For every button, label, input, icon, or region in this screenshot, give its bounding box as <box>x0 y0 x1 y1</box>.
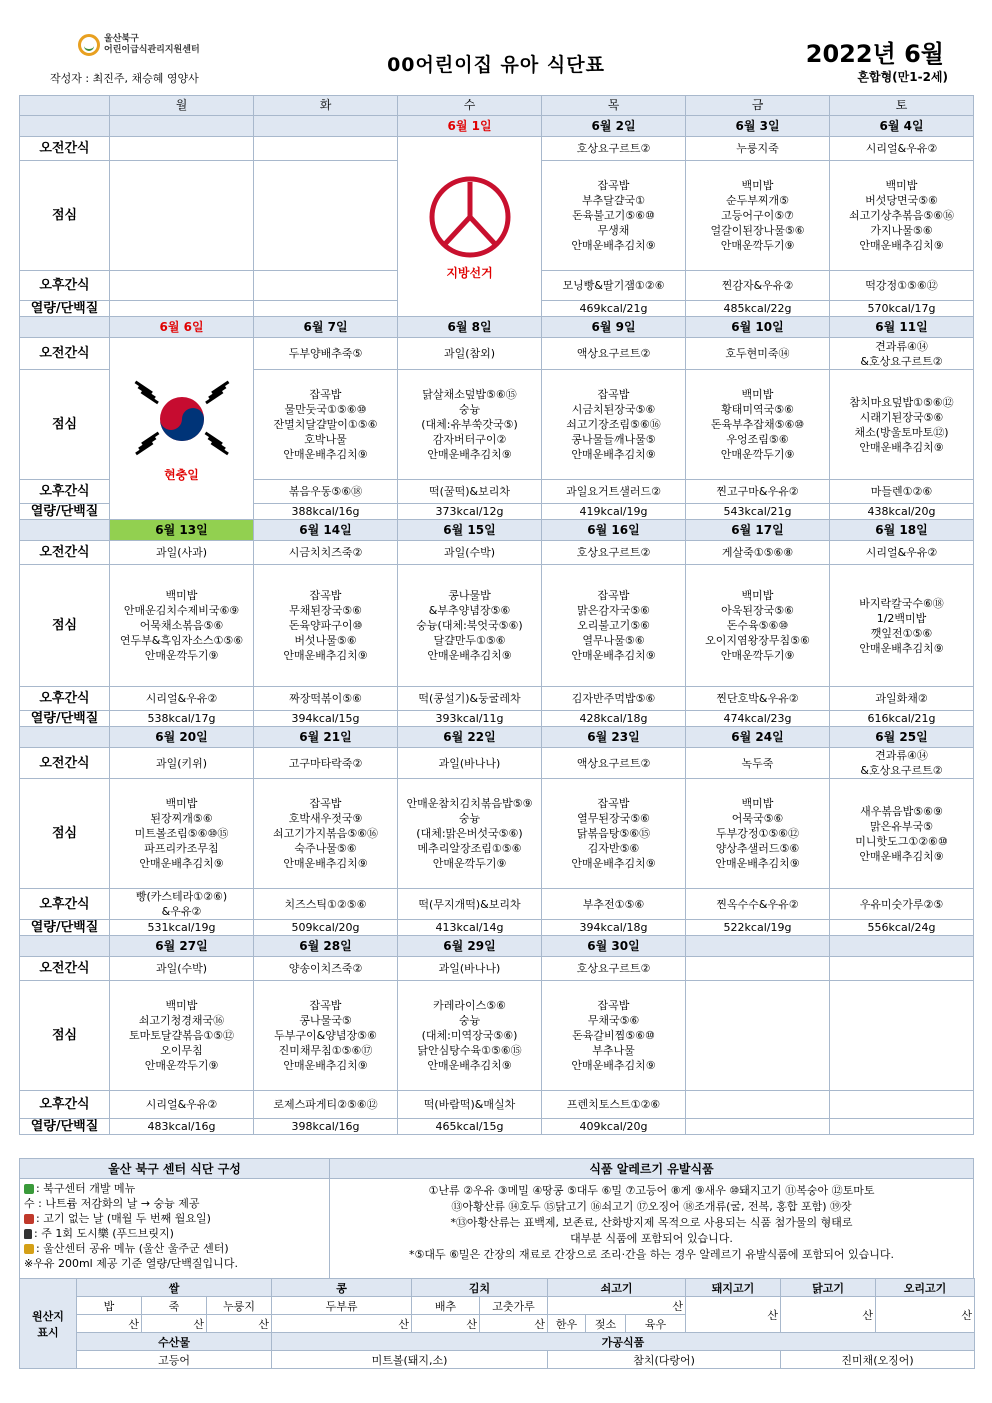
date-cell: 6월 29일 <box>398 936 542 957</box>
origin-squid: 진미채(오징어) <box>781 1351 975 1369</box>
date-cell: 6월 28일 <box>254 936 398 957</box>
date-cell: 6월 8일 <box>398 317 542 338</box>
legend-line: : 북구센터 개발 메뉴 <box>24 1181 325 1196</box>
meal-row-am <box>20 541 974 565</box>
menu-cell-kcal: 394kcal/15g <box>254 711 398 727</box>
menu-cell-am: 견과류④⑭ &호상요구르트② <box>830 748 974 779</box>
menu-cell-lunch: 잡곡밥 호박새우젓국⑨ 쇠고기가지볶음⑤⑥⑯ 숙주나물⑤⑥ 안매운배추김치⑨ <box>254 779 398 889</box>
date-cell: 6월 14일 <box>254 520 398 541</box>
menu-cell-kcal: 616kcal/21g <box>830 711 974 727</box>
date-cell: 6월 7일 <box>254 317 398 338</box>
menu-cell-am: 녹두죽 <box>686 748 830 779</box>
menu-cell-kcal: 509kcal/20g <box>254 920 398 936</box>
menu-cell-lunch: 백미밥 안매운김치수제비국⑥⑨ 어묵채소볶음⑤⑥ 연두부&흑임자소스①⑤⑥ 안매운깍두기⑨ <box>110 565 254 687</box>
menu-cell-lunch: 백미밥 된장찌개⑤⑥ 미트볼조림⑤⑥⑩⑮ 파프리카조무침 안매운배추김치⑨ <box>110 779 254 889</box>
legend-line: 수 : 나트륨 저감화의 날 → 숭늉 제공 <box>24 1197 200 1210</box>
menu-cell-pm: 우유미숫가루②⑤ <box>830 889 974 920</box>
legend-line: : 울산센터 공유 메뉴 (울산 울주군 센터) <box>24 1241 325 1256</box>
date-cell <box>110 116 254 137</box>
menu-cell-kcal: 393kcal/11g <box>398 711 542 727</box>
menu-cell-am: 과일(바나나) <box>398 957 542 981</box>
menu-cell-am: 과일(바나나) <box>398 748 542 779</box>
row-label: 오후간식 <box>20 480 110 504</box>
row-label: 오후간식 <box>20 1091 110 1119</box>
meal-row-am <box>20 338 974 370</box>
date-cell <box>830 936 974 957</box>
allergen-list-2: ⑬아황산류 ⑭호두 ⑮닭고기 ⑯쇠고기 ⑰오징어 ⑱조개류(굴, 전복, 홍합 포함) ⑲잣 <box>451 1200 852 1213</box>
date-cell: 6월 11일 <box>830 317 974 338</box>
menu-cell-am: 고구마타락죽② <box>254 748 398 779</box>
origin-bean: 콩 <box>272 1279 412 1297</box>
menu-cell-am <box>110 137 254 161</box>
legend-right-title: 식품 알레르기 유발식품 <box>330 1159 974 1179</box>
date-cell: 6월 1일 <box>398 116 542 137</box>
menu-cell-kcal <box>830 1119 974 1135</box>
menu-cell-pm: 떡(콩설기)&둥굴레차 <box>398 687 542 711</box>
center-menu-icon <box>24 1184 34 1194</box>
row-label: 오후간식 <box>20 687 110 711</box>
allergen-list-1: ①난류 ②우유 ③메밀 ④땅콩 ⑤대두 ⑥밀 ⑦고등어 ⑧게 ⑨새우 ⑩돼지고기 ⑪복숭아 ⑫토마토 <box>428 1184 875 1197</box>
row-label: 열량/단백질 <box>20 504 110 520</box>
origin-duck: 오리고기 <box>876 1279 975 1297</box>
menu-cell-kcal: 398kcal/16g <box>254 1119 398 1135</box>
date-cell: 6월 22일 <box>398 727 542 748</box>
menu-cell-pm: 과일화채② <box>830 687 974 711</box>
menu-cell-kcal: 485kcal/22g <box>686 301 830 317</box>
menu-cell-lunch: 참치마요덮밥①⑤⑥⑫ 시래기된장국⑤⑥ 채소(방울토마토⑫) 안매운배추김치⑨ <box>830 370 974 480</box>
menu-cell-kcal: 538kcal/17g <box>110 711 254 727</box>
day-header: 토 <box>830 96 974 116</box>
menu-cell-lunch: 새우볶음밥⑤⑥⑨ 맑은유부국⑤ 미니핫도그①②⑥⑩ 안매운배추김치⑨ <box>830 779 974 889</box>
date-cell: 6월 27일 <box>110 936 254 957</box>
row-label: 오전간식 <box>20 748 110 779</box>
shared-menu-icon <box>24 1244 34 1254</box>
meal-row-am <box>20 748 974 779</box>
memorial-cell <box>110 338 254 520</box>
date-cell: 6월 10일 <box>686 317 830 338</box>
menu-cell-am: 두부양배추죽⑤ <box>254 338 398 370</box>
menu-cell-pm <box>686 1091 830 1119</box>
org-line2: 어린이급식관리지원센터 <box>104 45 200 55</box>
menu-cell-lunch: 잡곡밥 무채된장국⑤⑥ 돈육양파구이⑩ 버섯나물⑤⑥ 안매운배추김치⑨ <box>254 565 398 687</box>
menu-cell-lunch: 백미밥 버섯당면국⑤⑥ 쇠고기상추볶음⑤⑥⑯ 가지나물⑤⑥ 안매운배추김치⑨ <box>830 161 974 271</box>
menu-cell-am: 과일(사과) <box>110 541 254 565</box>
legend-line: : 주 1회 도시樂 (푸드브릿지) <box>24 1226 325 1241</box>
date-cell: 6월 18일 <box>830 520 974 541</box>
menu-cell-pm: 떡(바람떡)&매실차 <box>398 1091 542 1119</box>
menu-cell-lunch: 잡곡밥 열무된장국⑤⑥ 닭볶음탕⑤⑥⑮ 김자반⑤⑥ 안매운배추김치⑨ <box>542 779 686 889</box>
menu-cell-am: 액상요구르트② <box>542 338 686 370</box>
menu-cell-am: 호두현미죽⑭ <box>686 338 830 370</box>
menu-cell-am: 호상요구르트② <box>542 137 686 161</box>
election-logo-icon <box>425 172 515 262</box>
date-row <box>20 727 974 748</box>
menu-cell-pm: 김자반주먹밥⑤⑥ <box>542 687 686 711</box>
menu-cell-am: 견과류④⑭ &호상요구르트② <box>830 338 974 370</box>
menu-cell-am: 호상요구르트② <box>542 541 686 565</box>
date-cell <box>254 116 398 137</box>
meal-row-pm <box>20 687 974 711</box>
menu-cell-kcal: 474kcal/23g <box>686 711 830 727</box>
row-label: 점심 <box>20 370 110 480</box>
row-label: 오전간식 <box>20 338 110 370</box>
date-cell: 6월 2일 <box>542 116 686 137</box>
menu-cell-pm: 찐고구마&우유② <box>686 480 830 504</box>
menu-cell-lunch: 백미밥 순두부찌개⑤ 고등어구이⑤⑦ 얼갈이된장나물⑤⑥ 안매운깍두기⑨ <box>686 161 830 271</box>
date-cell: 6월 6일 <box>110 317 254 338</box>
menu-cell-lunch: 잡곡밥 콩나물국⑤ 두부구이&양념장⑤⑥ 진미채무침①⑤⑥⑰ 안매운배추김치⑨ <box>254 981 398 1091</box>
legend-left-title: 울산 북구 센터 식단 구성 <box>20 1159 330 1179</box>
menu-cell-lunch: 백미밥 황태미역국⑤⑥ 돈육부추잡채⑤⑥⑩ 우엉조림⑤⑥ 안매운깍두기⑨ <box>686 370 830 480</box>
election-label: 지방선거 <box>446 266 493 280</box>
date-row <box>20 116 974 137</box>
origin-mackerel: 고등어 <box>77 1351 272 1369</box>
author: 작성자 : 최진주, 채승혜 영양사 <box>50 72 199 85</box>
menu-cell-lunch: 콩나물밥 &부추양념장⑤⑥ 숭늉(대체:북엇국⑤⑥) 달걀만두①⑤⑥ 안매운배추김치⑨ <box>398 565 542 687</box>
row-label: 열량/단백질 <box>20 920 110 936</box>
memorial-label: 현충일 <box>164 468 199 482</box>
date-row <box>20 520 974 541</box>
menu-cell-pm: 로제스파게티②⑤⑥⑫ <box>254 1091 398 1119</box>
menu-cell-pm: 찐단호박&우유② <box>686 687 830 711</box>
menu-cell-lunch <box>110 161 254 271</box>
legend-line: : 고기 없는 날 (매월 두 번째 월요일) <box>24 1211 325 1226</box>
menu-cell-kcal <box>110 301 254 317</box>
row-label: 오후간식 <box>20 271 110 301</box>
menu-cell-pm: 과일요거트샐러드② <box>542 480 686 504</box>
lunchbox-icon <box>24 1229 32 1239</box>
menu-cell-kcal: 373kcal/12g <box>398 504 542 520</box>
menu-cell-kcal: 438kcal/20g <box>830 504 974 520</box>
date-cell: 6월 16일 <box>542 520 686 541</box>
legend-section <box>19 1158 974 1284</box>
menu-cell-am: 액상요구르트② <box>542 748 686 779</box>
menu-cell-pm: 볶음우동⑤⑥⑱ <box>254 480 398 504</box>
meal-row-am <box>20 137 974 161</box>
meal-row-kcal <box>20 1119 974 1135</box>
menu-cell-am: 시리얼&우유② <box>830 541 974 565</box>
menu-cell-am <box>686 957 830 981</box>
menu-cell-pm: 부추전①⑤⑥ <box>542 889 686 920</box>
meal-row-pm <box>20 889 974 920</box>
menu-cell-pm: 빵(카스테라①②⑥) &우유② <box>110 889 254 920</box>
date-cell <box>686 936 830 957</box>
menu-cell-am: 호상요구르트② <box>542 957 686 981</box>
menu-cell-pm <box>110 271 254 301</box>
row-label: 오후간식 <box>20 889 110 920</box>
menu-cell-kcal <box>686 1119 830 1135</box>
meal-row-lunch <box>20 981 974 1091</box>
menu-cell-pm: 시리얼&우유② <box>110 687 254 711</box>
menu-cell-pm: 마들렌①②⑥ <box>830 480 974 504</box>
menu-cell-am <box>254 137 398 161</box>
menu-cell-am: 시금치치즈죽② <box>254 541 398 565</box>
meal-row-kcal <box>20 711 974 727</box>
menu-cell-kcal: 543kcal/21g <box>686 504 830 520</box>
day-header: 월 <box>110 96 254 116</box>
subtitle: 혼합형(만1-2세) <box>857 70 948 84</box>
page-title: 00어린이집 유아 식단표 <box>387 54 605 76</box>
menu-cell-pm <box>830 1091 974 1119</box>
date-cell: 6월 30일 <box>542 936 686 957</box>
meal-row-pm <box>20 1091 974 1119</box>
org-line1: 울산북구 <box>104 34 139 44</box>
origin-label: 원산지 표시 <box>20 1279 77 1369</box>
menu-cell-am: 누룽지죽 <box>686 137 830 161</box>
origin-kimchi: 김치 <box>412 1279 548 1297</box>
origin-table: 원산지 표시 쌀 콩 김치 쇠고기 돼지고기 닭고기 오리고기 밥 죽 누룽지 두부류 배추 고춧가루 산 산 산 산 산 산 산 산 산 산 한우 젖소 육우 수산물 가공식품 고등어 미트볼(돼지,소) 참치(다랑어) 진미채(오징어) <box>19 1278 975 1369</box>
origin-seafood: 수산물 <box>77 1333 272 1351</box>
menu-cell-kcal: 388kcal/16g <box>254 504 398 520</box>
meal-row-lunch <box>20 779 974 889</box>
election-cell <box>398 137 542 317</box>
menu-cell-pm: 떡(무지개떡)&보리차 <box>398 889 542 920</box>
day-header: 화 <box>254 96 398 116</box>
date-cell: 6월 3일 <box>686 116 830 137</box>
legend-line: ※우유 200ml 제공 기준 열량/단백질입니다. <box>24 1257 238 1270</box>
origin-chicken: 닭고기 <box>781 1279 876 1297</box>
menu-cell-kcal: 483kcal/16g <box>110 1119 254 1135</box>
menu-cell-pm: 떡(꿀떡)&보리차 <box>398 480 542 504</box>
menu-cell-am <box>830 957 974 981</box>
row-label: 열량/단백질 <box>20 711 110 727</box>
date-cell: 6월 9일 <box>542 317 686 338</box>
menu-cell-kcal: 428kcal/18g <box>542 711 686 727</box>
menu-cell-pm: 모닝빵&딸기잼①②⑥ <box>542 271 686 301</box>
date-cell: 6월 20일 <box>110 727 254 748</box>
origin-pork: 돼지고기 <box>686 1279 781 1297</box>
year-month: 2022년 6월 <box>805 40 944 68</box>
meal-row-am <box>20 957 974 981</box>
menu-cell-lunch: 안매운참치김치볶음밥⑤⑨ 숭늉 (대체:맑은버섯국⑤⑥) 메추리알장조림①⑤⑥ 안매운깍두기⑨ <box>398 779 542 889</box>
menu-cell-lunch: 잡곡밥 부추달걀국① 돈육불고기⑤⑥⑩ 무생채 안매운배추김치⑨ <box>542 161 686 271</box>
origin-beef: 쇠고기 <box>548 1279 686 1297</box>
day-header: 금 <box>686 96 830 116</box>
page-header <box>0 0 992 95</box>
row-label: 점심 <box>20 981 110 1091</box>
menu-cell-kcal: 469kcal/21g <box>542 301 686 317</box>
date-cell: 6월 25일 <box>830 727 974 748</box>
row-label: 열량/단백질 <box>20 1119 110 1135</box>
menu-cell-am: 과일(수박) <box>398 541 542 565</box>
menu-cell-kcal: 522kcal/19g <box>686 920 830 936</box>
menu-cell-lunch <box>686 981 830 1091</box>
menu-cell-kcal: 570kcal/17g <box>830 301 974 317</box>
date-row <box>20 936 974 957</box>
menu-cell-pm <box>254 271 398 301</box>
row-label: 점심 <box>20 161 110 271</box>
menu-cell-pm: 찐감자&우유② <box>686 271 830 301</box>
menu-cell-kcal: 419kcal/19g <box>542 504 686 520</box>
row-label: 오전간식 <box>20 541 110 565</box>
menu-table <box>19 95 974 1135</box>
date-cell: 6월 23일 <box>542 727 686 748</box>
menu-cell-pm: 시리얼&우유② <box>110 1091 254 1119</box>
date-row <box>20 317 974 338</box>
date-cell: 6월 17일 <box>686 520 830 541</box>
menu-cell-am: 시리얼&우유② <box>830 137 974 161</box>
menu-cell-am: 과일(키위) <box>110 748 254 779</box>
day-header-row <box>20 96 974 116</box>
allergen-note-2: 대부분 식품에 포함되어 있습니다. <box>570 1232 733 1245</box>
menu-cell-lunch: 백미밥 쇠고기청경채국⑯ 토마토달걀볶음①⑤⑫ 오이무침 안매운깍두기⑨ <box>110 981 254 1091</box>
menu-cell-pm: 치즈스틱①②⑤⑥ <box>254 889 398 920</box>
no-meat-icon <box>24 1214 34 1224</box>
date-cell: 6월 21일 <box>254 727 398 748</box>
menu-cell-lunch: 카레라이스⑤⑥ 숭늉 (대체:미역장국⑤⑥) 닭안심탕수육①⑤⑥⑮ 안매운배추김치⑨ <box>398 981 542 1091</box>
menu-cell-pm: 찐옥수수&우유② <box>686 889 830 920</box>
menu-cell-am: 과일(참외) <box>398 338 542 370</box>
corner-cell <box>20 96 110 116</box>
date-cell: 6월 4일 <box>830 116 974 137</box>
day-header: 목 <box>542 96 686 116</box>
menu-cell-lunch: 닭살채소덮밥⑤⑥⑮ 숭늉 (대체:유부쑥갓국⑤) 감자버터구이② 안매운배추김치⑨ <box>398 370 542 480</box>
menu-cell-kcal: 413kcal/14g <box>398 920 542 936</box>
menu-cell-lunch: 잡곡밥 물만둣국①⑤⑥⑩ 잔멸치달걀말이①⑤⑥ 호박나물 안매운배추김치⑨ <box>254 370 398 480</box>
menu-cell-kcal: 531kcal/19g <box>110 920 254 936</box>
menu-cell-lunch: 바지락칼국수⑥⑱ 1/2백미밥 깻잎전①⑤⑥ 안매운배추김치⑨ <box>830 565 974 687</box>
row-label: 점심 <box>20 779 110 889</box>
menu-cell-lunch <box>830 981 974 1091</box>
row-label: 오전간식 <box>20 957 110 981</box>
menu-cell-lunch: 백미밥 어묵국⑤⑥ 두부강정①⑤⑥⑫ 양상추샐러드⑤⑥ 안매운배추김치⑨ <box>686 779 830 889</box>
row-label: 점심 <box>20 565 110 687</box>
menu-cell-lunch: 잡곡밥 맑은감자국⑤⑥ 오리불고기⑤⑥ 열무나물⑤⑥ 안매운배추김치⑨ <box>542 565 686 687</box>
day-header: 수 <box>398 96 542 116</box>
menu-cell-am: 양송이치즈죽② <box>254 957 398 981</box>
date-cell: 6월 13일 <box>110 520 254 541</box>
menu-cell-lunch: 잡곡밥 무채국⑤⑥ 돈육갈비찜⑤⑥⑩ 부추나물 안매운배추김치⑨ <box>542 981 686 1091</box>
origin-processed: 가공식품 <box>272 1333 975 1351</box>
menu-cell-lunch: 잡곡밥 시금치된장국⑤⑥ 쇠고기장조림⑤⑥⑯ 콩나물들깨나물⑤ 안매운배추김치⑨ <box>542 370 686 480</box>
date-cell: 6월 15일 <box>398 520 542 541</box>
menu-cell-pm: 프렌치토스트①②⑥ <box>542 1091 686 1119</box>
meal-row-kcal <box>20 920 974 936</box>
menu-cell-pm: 떡강정①⑤⑥⑫ <box>830 271 974 301</box>
menu-cell-am: 과일(수박) <box>110 957 254 981</box>
origin-tuna: 참치(다랑어) <box>548 1351 781 1369</box>
date-cell: 6월 24일 <box>686 727 830 748</box>
menu-cell-kcal: 409kcal/20g <box>542 1119 686 1135</box>
row-label: 오전간식 <box>20 137 110 161</box>
menu-cell-kcal: 465kcal/15g <box>398 1119 542 1135</box>
menu-cell-lunch <box>254 161 398 271</box>
origin-meatball: 미트볼(돼지,소) <box>272 1351 548 1369</box>
menu-cell-am: 게살죽①⑤⑥⑧ <box>686 541 830 565</box>
menu-cell-kcal: 394kcal/18g <box>542 920 686 936</box>
allergen-note-3: *⑤대두 ⑥밀은 간장의 재료로 간장으로 조리·간을 하는 경우 알레르기 유발식품에 포함되어 있습니다. <box>408 1248 895 1261</box>
menu-cell-kcal <box>254 301 398 317</box>
row-label: 열량/단백질 <box>20 301 110 317</box>
meal-row-lunch <box>20 565 974 687</box>
korean-flag-icon <box>122 374 242 464</box>
menu-cell-pm: 짜장떡볶이⑤⑥ <box>254 687 398 711</box>
menu-cell-lunch: 백미밥 아욱된장국⑤⑥ 돈수육⑤⑥⑩ 오이지염왕장무침⑤⑥ 안매운깍두기⑨ <box>686 565 830 687</box>
allergen-note-1: *⑬아황산류는 표백제, 보존료, 산화방지제 목적으로 사용되는 식품 첨가물의 형태로 <box>450 1216 853 1229</box>
menu-cell-kcal: 556kcal/24g <box>830 920 974 936</box>
origin-rice: 쌀 <box>77 1279 272 1297</box>
